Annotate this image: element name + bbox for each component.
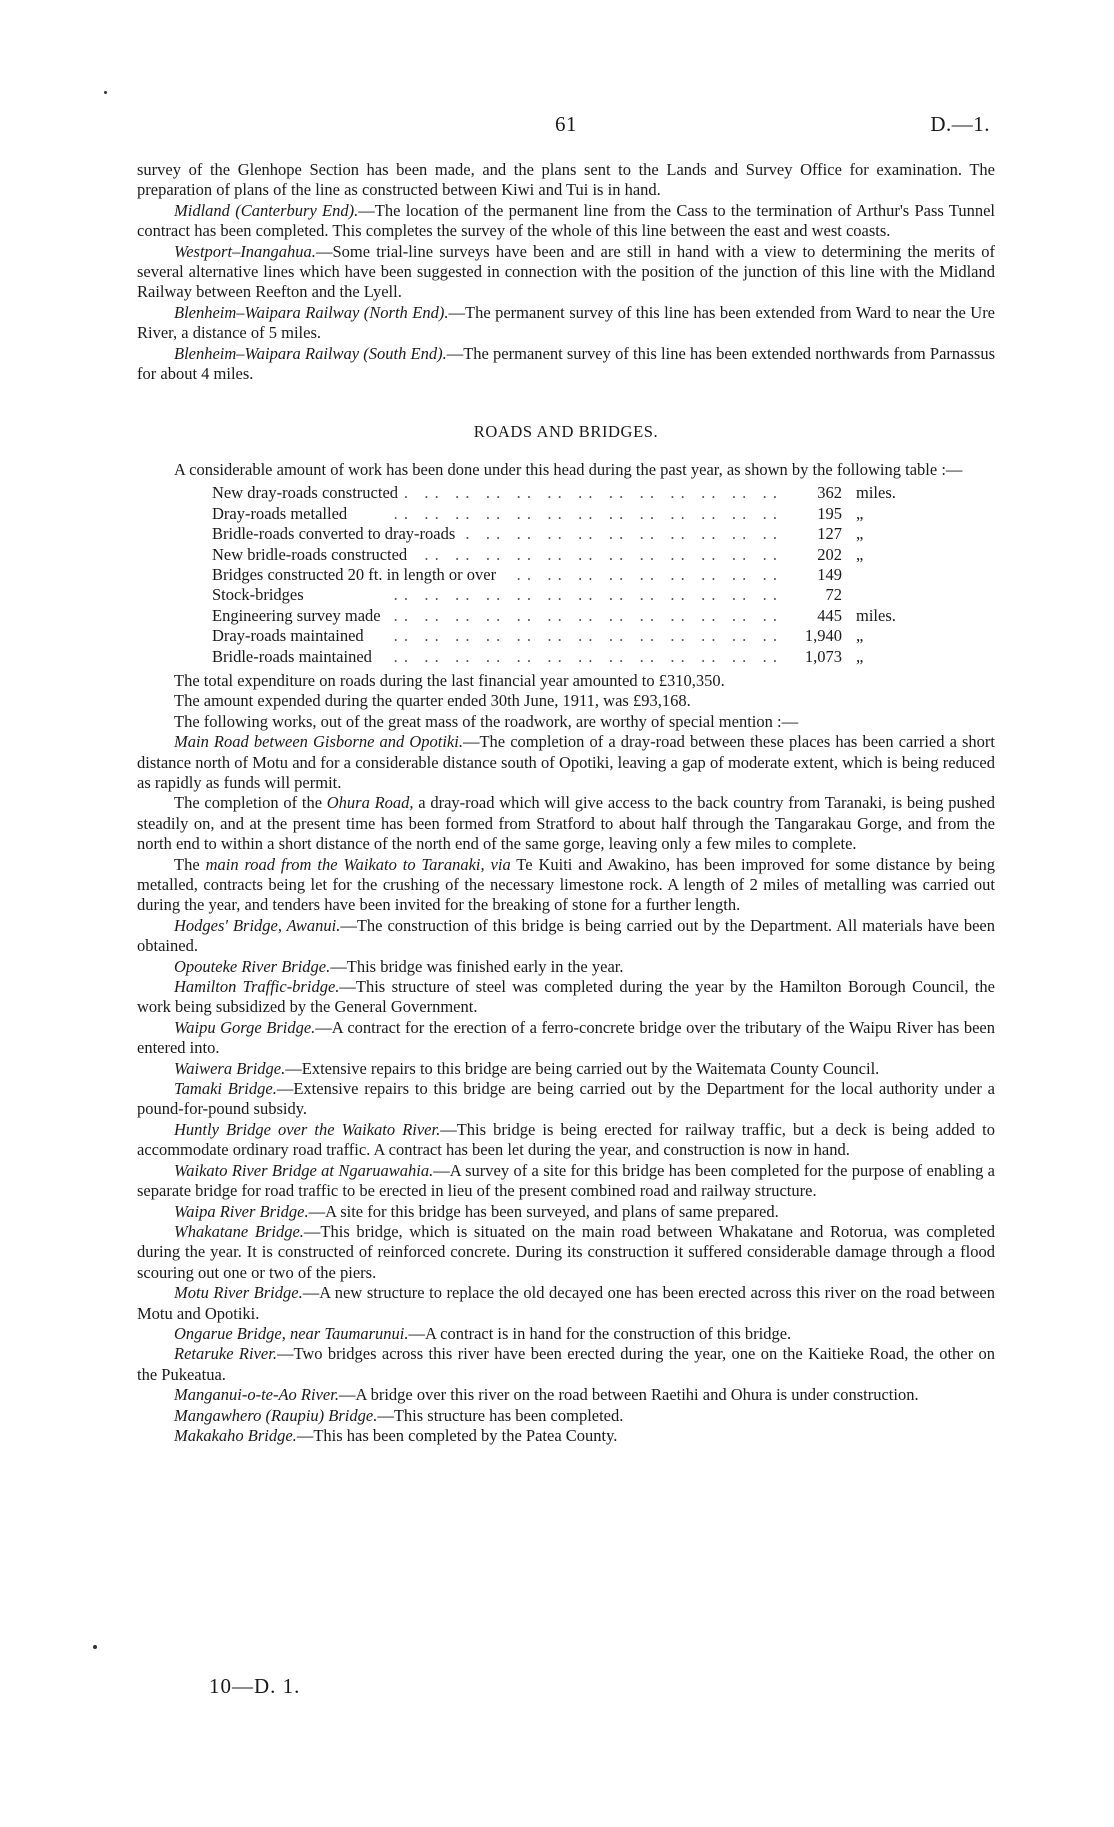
paragraph-heading: Midland (Canterbury End). bbox=[174, 200, 359, 220]
paragraph-heading: Main Road between Gisborne and Opotiki. bbox=[174, 732, 463, 752]
paragraph-prefix: The completion of the bbox=[174, 793, 327, 813]
table-row bbox=[212, 585, 932, 605]
paragraph bbox=[137, 1426, 995, 1446]
paragraph-text: —This structure has been completed. bbox=[377, 1405, 624, 1425]
paragraph-heading: Whakatane Bridge. bbox=[174, 1221, 304, 1241]
row-value: 127 bbox=[817, 524, 842, 544]
paragraph-text: Te Kuiti and Awakino, has been improved for some distance by being metalled, contracts being let for the crushing of the necessary limestone rock. A length of 2 miles of metalling was carried out during the year, and tenders have been invited for the breaking of stone for a further length. bbox=[137, 854, 996, 915]
table-row bbox=[212, 545, 932, 565]
row-label: New bridle-roads constructed . . bbox=[212, 545, 782, 565]
paragraph bbox=[137, 1079, 995, 1120]
row-unit bbox=[842, 565, 932, 585]
road-works-section bbox=[137, 671, 995, 1446]
paragraph-heading: Waipa River Bridge. bbox=[174, 1201, 309, 1221]
roadwork-summary-table bbox=[212, 483, 932, 667]
paragraph bbox=[137, 691, 995, 711]
paragraph bbox=[137, 671, 995, 691]
paragraph bbox=[137, 1283, 995, 1324]
row-value: 362 bbox=[817, 483, 842, 503]
paragraph bbox=[137, 1059, 995, 1079]
paragraph bbox=[137, 712, 995, 732]
paragraph bbox=[137, 957, 995, 977]
row-value: 149 bbox=[817, 564, 842, 584]
table-row bbox=[212, 565, 932, 585]
paragraph-text: a dray-road which will give access to the back country from Taranaki, is being pushed steadily on, and at the present time has been formed from Stratford to about half through the Tangarakau Gorge, and from the north end to within a short distance of the north end of the same gorge, leaving only a few miles to complete. bbox=[137, 793, 995, 854]
table-row bbox=[212, 626, 932, 646]
paragraph-text: —The permanent survey of this line has been extended northwards from Parnassus for about 4 miles. bbox=[137, 343, 995, 384]
paragraph-heading: Waiwera Bridge. bbox=[174, 1058, 286, 1078]
row-label: Bridges constructed 20 ft. in length or over . . bbox=[212, 565, 782, 585]
paragraph-heading: Blenheim–Waipara Railway (North End). bbox=[174, 302, 449, 322]
row-unit: „ bbox=[856, 646, 864, 666]
paragraph-text: —A contract for the erection of a ferro-concrete bridge over the tributary of the Waipu River has been entered into. bbox=[137, 1017, 995, 1058]
row-label: Dray-roads metalled . . bbox=[212, 504, 782, 524]
table-row bbox=[212, 524, 932, 544]
scan-speck bbox=[93, 1645, 97, 1649]
paragraph bbox=[137, 201, 995, 242]
paragraph bbox=[137, 1120, 995, 1161]
paragraph-text: —The location of the permanent line from the Cass to the termination of Arthur's Pass Tunnel contract has been completed. This completes the survey of the whole of this line between the east and west coasts. bbox=[137, 200, 995, 241]
table-row bbox=[212, 483, 932, 503]
paragraph-heading: Mangawhero (Raupiu) Bridge. bbox=[174, 1405, 378, 1425]
row-value: 1,940 bbox=[804, 626, 842, 646]
row-value: 202 bbox=[817, 544, 842, 564]
paragraph-text: —This bridge, which is situated on the main road between Whakatane and Rotorua, was completed during the year. It is constructed of reinforced concrete. During its construction it suffered considerable damage through a flood scouring out one or two of the piers. bbox=[137, 1221, 995, 1282]
paragraph bbox=[137, 1018, 995, 1059]
paragraph bbox=[137, 1324, 995, 1344]
table-row bbox=[212, 647, 932, 667]
paragraph-heading: Waipu Gorge Bridge. bbox=[174, 1017, 316, 1037]
paragraph-heading: Blenheim–Waipara Railway (South End). bbox=[174, 343, 447, 363]
paragraph-text: —Some trial-line surveys have been and are still in hand with a view to determining the merits of several alternative lines which have been suggested in connection with the position of the junction of this line with the Midland Railway between Reefton and the Lyell. bbox=[137, 241, 995, 302]
paragraph-heading: Manganui-o-te-Ao River. bbox=[174, 1385, 339, 1405]
paragraph-heading: Motu River Bridge. bbox=[174, 1283, 303, 1303]
paragraph-text: —This structure of steel was completed during the year by the Hamilton Borough Council, the work being subsidized by the General Government. bbox=[137, 977, 995, 1017]
paragraph-heading: Ohura Road, bbox=[326, 793, 414, 813]
paragraph bbox=[137, 1406, 995, 1426]
paragraph-heading: Waikato River Bridge at Ngaruawahia. bbox=[174, 1160, 434, 1180]
signature-line: 10—D. 1. bbox=[209, 1674, 301, 1698]
paragraph bbox=[137, 160, 995, 201]
row-value: 195 bbox=[817, 503, 842, 523]
paragraph bbox=[137, 1222, 995, 1283]
paragraph bbox=[137, 1161, 995, 1202]
table-row bbox=[212, 606, 932, 626]
row-value: 445 bbox=[817, 605, 842, 625]
paragraph-text: The following works, out of the great mass of the roadwork, are worthy of special mention :— bbox=[174, 711, 799, 731]
paragraph-text: —A bridge over this river on the road between Raetihi and Ohura is under construction. bbox=[338, 1385, 919, 1405]
paragraph-heading: Retaruke River. bbox=[174, 1344, 277, 1364]
row-value: 1,073 bbox=[804, 646, 842, 666]
paragraph bbox=[137, 1202, 995, 1222]
paragraph-heading: Hamilton Traffic-bridge. bbox=[174, 977, 340, 997]
table-row bbox=[212, 504, 932, 524]
paragraph bbox=[137, 303, 995, 344]
page-body bbox=[137, 160, 995, 1446]
paragraph-text: —The construction of this bridge is being carried out by the Department. All materials have been obtained. bbox=[137, 915, 995, 956]
row-label: New dray-roads constructed . . bbox=[212, 483, 782, 503]
paragraph-text: —This bridge is being erected for railway traffic, but a deck is being added to accommodate ordinary road traffic. A contract has been let during the year, and construction is now in hand. bbox=[137, 1119, 995, 1160]
row-unit: „ bbox=[856, 524, 864, 544]
paragraph-text: The amount expended during the quarter ended 30th June, 1911, was £93,168. bbox=[174, 691, 691, 711]
paragraph bbox=[137, 732, 995, 793]
paragraph-heading: Huntly Bridge over the Waikato River. bbox=[174, 1119, 441, 1139]
paragraph bbox=[137, 977, 995, 1018]
paragraph-text: —A site for this bridge has been surveyed, and plans of same prepared. bbox=[308, 1201, 779, 1221]
paragraph-text: —A contract is in hand for the construction of this bridge. bbox=[408, 1323, 792, 1343]
paragraph bbox=[137, 242, 995, 303]
paragraph-text: —The permanent survey of this line has been extended from Ward to near the Ure River, a distance of 5 miles. bbox=[137, 302, 996, 343]
paragraph bbox=[137, 793, 995, 854]
document-reference: D.—1. bbox=[930, 112, 990, 136]
row-unit: „ bbox=[856, 544, 864, 564]
paragraph-text: —This bridge was finished early in the year. bbox=[330, 956, 624, 976]
row-value: 72 bbox=[825, 585, 842, 605]
page-number: 61 bbox=[555, 112, 577, 136]
section-heading: ROADS AND BRIDGES. bbox=[473, 422, 659, 442]
railway-surveys-section bbox=[137, 160, 995, 384]
paragraph-text: —Two bridges across this river have been erected during the year, one on the Kaitieke Road, the other on the Pukeatua. bbox=[137, 1344, 995, 1384]
row-unit bbox=[842, 585, 932, 605]
paragraph-heading: Westport–Inangahua. bbox=[174, 241, 316, 261]
row-label: Dray-roads maintained . . bbox=[212, 626, 782, 646]
paragraph bbox=[137, 855, 995, 916]
paragraph-text: survey of the Glenhope Section has been made, and the plans sent to the Lands and Survey Office for examination. The preparation of plans of the line as constructed between Kiwi and Tui is in hand. bbox=[137, 160, 995, 200]
paragraph-heading: Hodges' Bridge, Awanui. bbox=[174, 915, 341, 935]
row-unit: miles. bbox=[856, 605, 896, 625]
paragraph-text: —A new structure to replace the old decayed one has been erected across this river on the road between Motu and Opotiki. bbox=[137, 1283, 996, 1323]
paragraph-heading: Ongarue Bridge, near Taumarunui. bbox=[174, 1323, 409, 1343]
paragraph bbox=[137, 916, 995, 957]
row-unit: „ bbox=[856, 503, 864, 523]
row-unit: miles. bbox=[856, 483, 896, 503]
paragraph-text: The total expenditure on roads during the last financial year amounted to £310,350. bbox=[174, 670, 725, 690]
paragraph-text: —A survey of a site for this bridge has been completed for the purpose of enabling a separate bridge for road traffic to be erected in lieu of the present combined road and railway structure. bbox=[137, 1160, 995, 1201]
paragraph-heading: Opouteke River Bridge. bbox=[174, 956, 331, 976]
paragraph bbox=[137, 344, 995, 385]
paragraph-text: —The completion of a dray-road between these places has been carried a short distance north of Motu and for a considerable distance south of Opotiki, leaving a gap of moderate extent, which is being reduced as rapidly as funds will permit. bbox=[137, 732, 995, 792]
paragraph-heading: Makakaho Bridge. bbox=[174, 1425, 297, 1445]
scan-speck bbox=[104, 91, 107, 94]
row-label: Bridle-roads converted to dray-roads . . bbox=[212, 524, 782, 544]
row-label: Engineering survey made . . bbox=[212, 606, 782, 626]
paragraph-heading: Tamaki Bridge. bbox=[174, 1079, 277, 1099]
paragraph bbox=[137, 1385, 995, 1405]
row-label: Bridle-roads maintained . . bbox=[212, 647, 782, 667]
row-label: Stock-bridges . . bbox=[212, 585, 782, 605]
paragraph-prefix: The bbox=[174, 854, 206, 874]
paragraph-text: —Extensive repairs to this bridge are being carried out by the Waitemata County Council. bbox=[285, 1058, 880, 1078]
table-intro: A considerable amount of work has been done under this head during the past year, as shown by the following table :— bbox=[174, 459, 963, 479]
paragraph-text: —This has been completed by the Patea County. bbox=[296, 1425, 618, 1445]
paragraph-heading: main road from the Waikato to Taranaki, via bbox=[205, 854, 511, 874]
paragraph-text: —Extensive repairs to this bridge are being carried out by the Department for the local authority under a pound-for-pound subsidy. bbox=[137, 1079, 995, 1119]
paragraph bbox=[137, 1344, 995, 1385]
row-unit: „ bbox=[856, 626, 864, 646]
